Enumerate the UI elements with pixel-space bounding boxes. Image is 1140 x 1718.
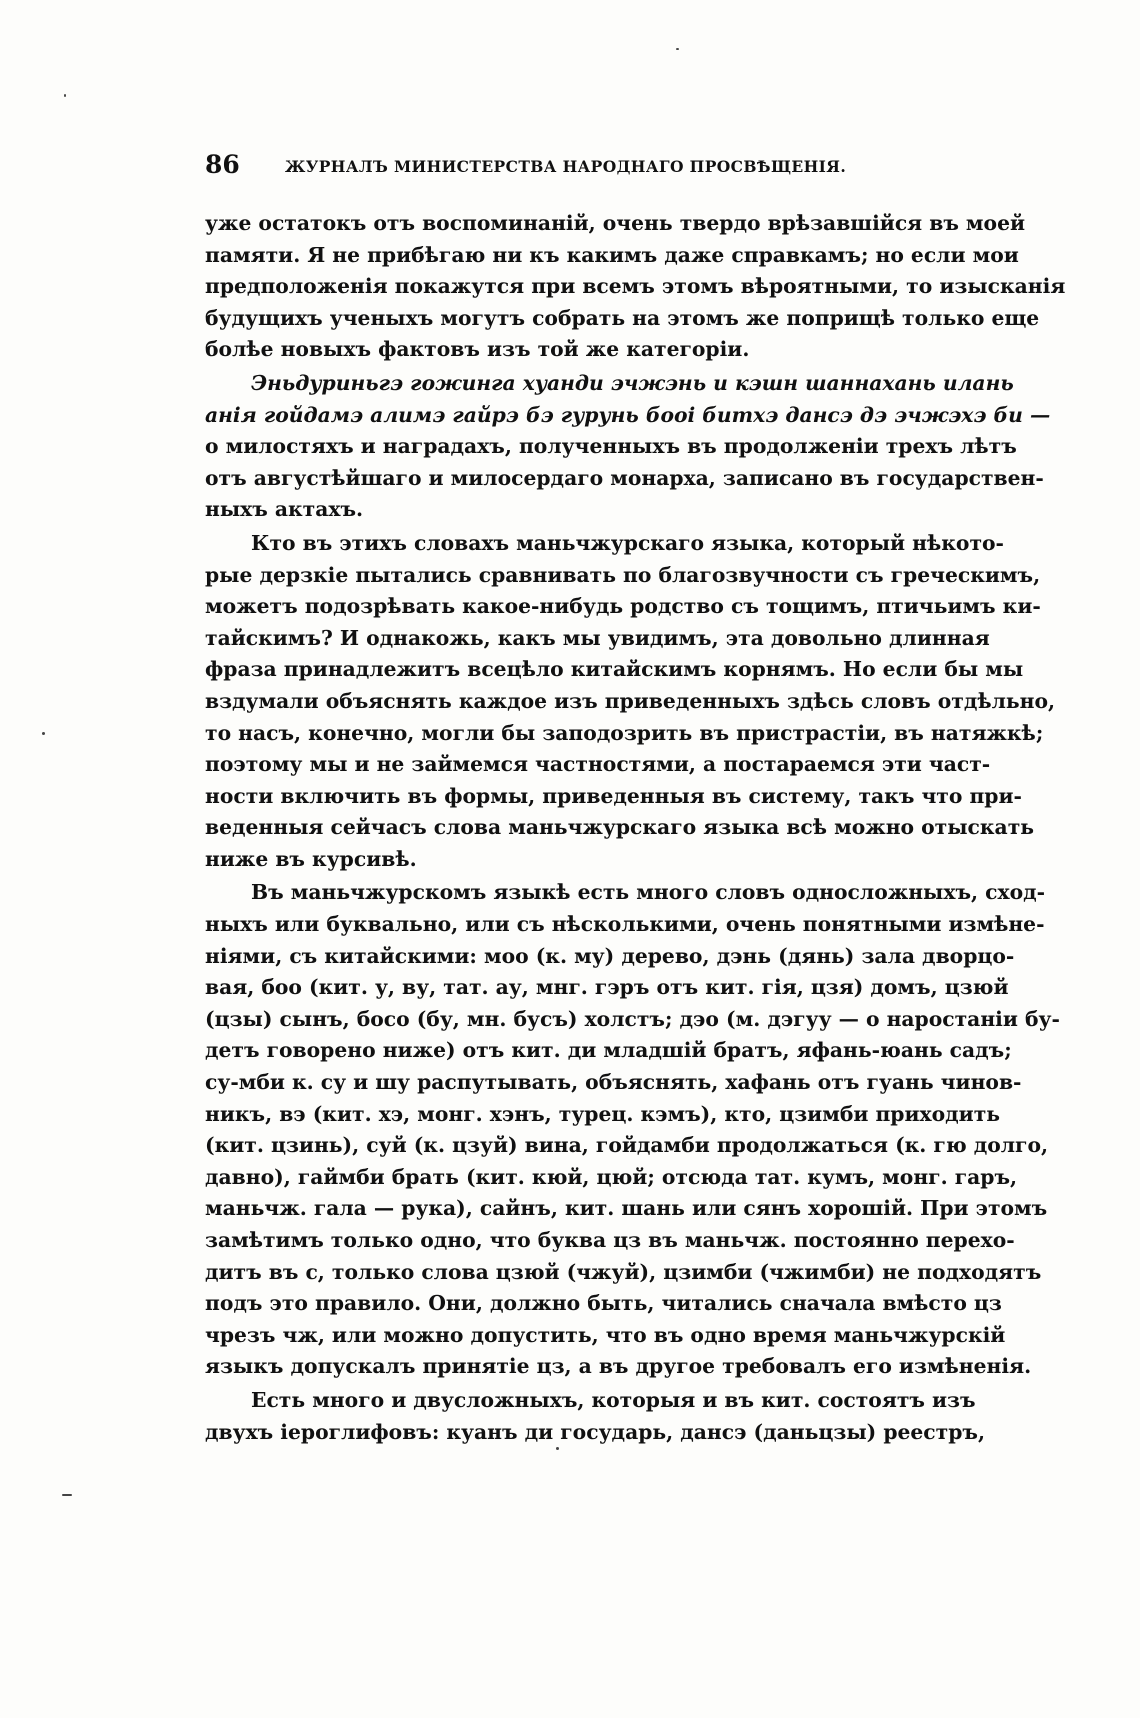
- text-line: чрезъ чж, или можно допустить, что въ одно время маньчжурскій: [205, 1322, 1006, 1347]
- text-line: (кит. цзинь), суй (к. цзуй) вина, гойдамби продолжаться (к. гю долго,: [205, 1133, 1049, 1158]
- text-line: будущихъ ученыхъ могутъ собрать на этомъ же поприщѣ только еще: [205, 305, 1040, 330]
- text-line: ниже въ курсивѣ.: [205, 846, 417, 871]
- text-line: вздумали объяснять каждое изъ приведенныхъ здѣсь словъ отдѣльно,: [205, 688, 1056, 713]
- scan-speck: [676, 48, 679, 50]
- text-line: Въ маньчжурскомъ языкѣ есть много словъ односложныхъ, сход-: [251, 880, 1046, 905]
- text-line: ности включить въ формы, приведенныя въ систему, такъ что при-: [205, 783, 1022, 808]
- scan-speck: [64, 94, 66, 97]
- text-line: предположенія покажутся при всемъ этомъ вѣроятными, то изысканія: [205, 274, 1066, 299]
- text-line: никъ, вэ (кит. хэ, монг. хэнъ, турец. кэмъ), кто, цзимби приходить: [205, 1101, 1001, 1126]
- text-line: памяти. Я не прибѣгаю ни къ какимъ даже справкамъ; но если мои: [205, 242, 1019, 267]
- text-line: (цзы) сынъ, босо (бу, мн. бусъ) холстъ; дэо (м. дэгуу — о наростаніи бу-: [205, 1006, 1060, 1031]
- text-line: можетъ подозрѣвать какое-нибудь родство съ тощимъ, птичьимъ ки-: [205, 594, 1041, 619]
- text-line: подъ это правило. Они, должно быть, читались сначала вмѣсто цз: [205, 1291, 1002, 1316]
- text-line: уже остатокъ отъ воспоминаній, очень твердо врѣзавшійся въ моей: [205, 211, 1026, 235]
- text-line: дитъ въ с, только слова цзюй (чжуй), цзимби (чжимби) не подходятъ: [205, 1259, 1042, 1284]
- text-line: то насъ, конечно, могли бы заподозрить въ пристрастіи, въ натяжкѣ;: [205, 720, 1044, 745]
- text-line: отъ августѣйшаго и милосердаго монарха, записано въ государствен-: [205, 465, 1044, 490]
- text-line: давно), гаймби брать (кит. кюй, цюй; отсюда тат. кумъ, монг. гаръ,: [205, 1164, 1018, 1189]
- text-line: анія гойдамэ алимэ гайрэ бэ гурунь бооі битхэ дансэ дэ эчжэхэ би —: [205, 402, 1051, 427]
- text-line: Кто въ этихъ словахъ маньчжурскаго языка, который нѣкото-: [251, 530, 1004, 555]
- text-line: замѣтимъ только одно, что буква цз въ маньчж. постоянно перехо-: [205, 1228, 1015, 1252]
- text-line: языкъ допускалъ принятіе цз, а въ другое требовалъ его измѣненія.: [205, 1354, 1032, 1379]
- scan-speck: [62, 1494, 72, 1496]
- page-header: [205, 150, 945, 184]
- text-line: рые дерзкіе пытались сравнивать по благозвучности съ греческимъ,: [205, 562, 1041, 587]
- running-head: ЖУРНАЛЪ МИНИСТЕРСТВА НАРОДНАГО ПРОСВѢЩЕНІЯ.: [285, 157, 847, 176]
- scan-speck: [556, 1447, 559, 1450]
- text-line: поэтому мы и не займемся частностями, а постараемся эти част-: [205, 752, 991, 777]
- text-line: Эньдуриньгэ гожинга хуанди эчжэнь и кэшн шаннахань илань: [251, 370, 1014, 395]
- text-line: веденныя сейчасъ слова маньчжурскаго языка всѣ можно отыскать: [205, 815, 1035, 840]
- text-line: тайскимъ? И однакожь, какъ мы увидимъ, эта довольно длинная: [205, 625, 990, 650]
- text-line: болѣе новыхъ фактовъ изъ той же категоріи.: [205, 337, 750, 362]
- text-line: вая, боо (кит. у, ву, тат. ау, мнг. гэръ отъ кит. гія, цзя) домъ, цзюй: [205, 975, 1009, 1000]
- text-line: ныхъ или буквально, или съ нѣсколькими, очень понятными измѣне-: [205, 912, 1045, 937]
- text-line: ніями, съ китайскими: моо (к. му) дерево, дэнь (дянь) зала дворцо-: [205, 943, 1015, 968]
- text-line: о милостяхъ и наградахъ, полученныхъ въ продолженіи трехъ лѣтъ: [205, 434, 1017, 459]
- text-line: маньчж. гала — рука), сайнъ, кит. шань или сянъ хорошій. При этомъ: [205, 1196, 1048, 1221]
- scan-speck: [42, 732, 45, 735]
- text-line: ныхъ актахъ.: [205, 497, 364, 522]
- text-line: двухъ іероглифовъ: куанъ ди государь, дансэ (даньцзы) реестръ,: [205, 1419, 986, 1444]
- text-line: фраза принадлежитъ всецѣло китайскимъ корнямъ. Но если бы мы: [205, 657, 1024, 682]
- body-text: [205, 208, 1066, 1448]
- text-line: су-мби к. су и шу распутывать, объяснять, хафань отъ гуань чинов-: [205, 1070, 1022, 1095]
- page-number: 86: [205, 150, 240, 179]
- text-line: детъ говорено ниже) отъ кит. ди младшій братъ, яфань-юань садъ;: [205, 1038, 1012, 1063]
- text-line: Есть много и двусложныхъ, которыя и въ кит. состоятъ изъ: [251, 1387, 976, 1412]
